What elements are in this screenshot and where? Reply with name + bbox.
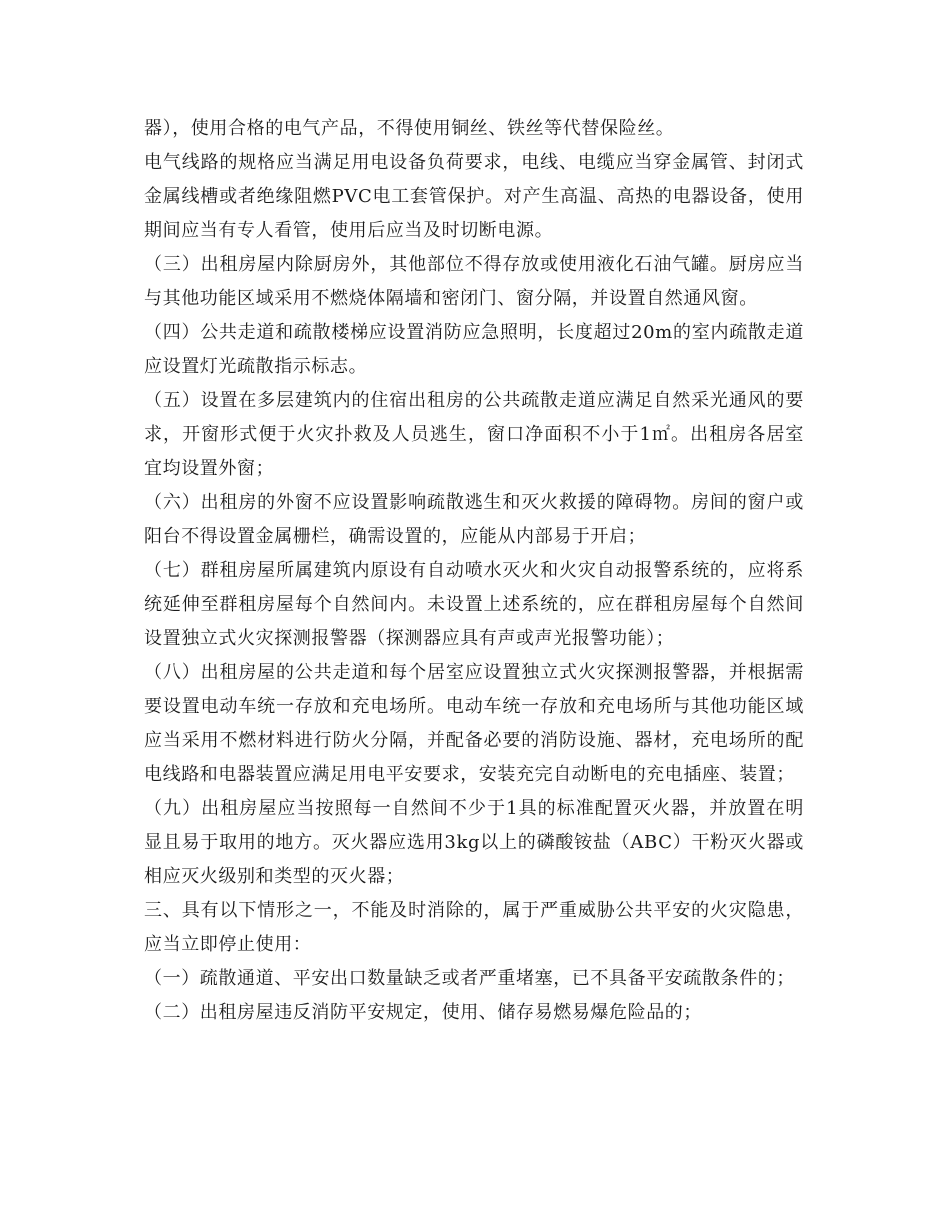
paragraph-item-5-corridor-ventilation: （五）设置在多层建筑内的住宿出租房的公共疏散走道应满足自然采光通风的要求，开窗形式便于火灾扑救及人员逃生，窗口净面积不小于1㎡。出租房各居室宜均设置外窗；	[144, 390, 804, 479]
paragraph-item-8-ebike-charging: （八）出租房屋的公共走道和每个居室应设置独立式火灾探测报警器，并根据需要设置电动车统一存放和充电场所。电动车统一存放和充电场所与其他功能区域应当采用不燃材料进行防火分隔，并配备必要的消防设施、器材，充电场所的配电线路和电器装置应满足用电平安要求，安装充完自动断电的充电插座、装置；	[144, 662, 804, 785]
paragraph-fuse-rule: 器），使用合格的电气产品，不得使用铜丝、铁丝等代替保险丝。	[144, 118, 675, 139]
paragraph-item-4-emergency-lighting: （四）公共走道和疏散楼梯应设置消防应急照明，长度超过20m的室内疏散走道应设置灯光疏散指示标志。	[144, 322, 804, 377]
document-body	[144, 112, 804, 1030]
paragraph-item-7-sprinkler-alarm: （七）群租房屋所属建筑内原设有自动喷水灭火和火灾自动报警系统的，应将系统延伸至群租房屋每个自然间内。未设置上述系统的，应在群租房屋每个自然间设置独立式火灾探测报警器（探测器应具有声或声光报警功能）；	[144, 560, 804, 649]
paragraph-item-9-extinguisher: （九）出租房屋应当按照每一自然间不少于1具的标准配置灭火器，并放置在明显且易于取用的地方。灭火器应选用3kg以上的磷酸铵盐（ABC）干粉灭火器或相应灭火级别和类型的灭火器；	[144, 798, 804, 887]
paragraph-section-3-item-2: （二）出租房屋违反消防平安规定，使用、储存易燃易爆危险品的；	[144, 1002, 702, 1023]
paragraph-item-6-window-obstacles: （六）出租房的外窗不应设置影响疏散逃生和灭火救援的障碍物。房间的窗户或阳台不得设置金属栅栏，确需设置的，应能从内部易于开启；	[144, 492, 804, 547]
paragraph-section-3-heading: 三、具有以下情形之一，不能及时消除的，属于严重威胁公共平安的火灾隐患，应当立即停止使用：	[144, 900, 804, 955]
paragraph-section-3-item-1: （一）疏散通道、平安出口数量缺乏或者严重堵塞，已不具备平安疏散条件的；	[144, 968, 795, 989]
paragraph-item-3-lpg: （三）出租房屋内除厨房外，其他部位不得存放或使用液化石油气罐。厨房应当与其他功能区域采用不燃烧体隔墙和密闭门、窗分隔，并设置自然通风窗。	[144, 254, 804, 309]
paragraph-wiring-rule: 电气线路的规格应当满足用电设备负荷要求，电线、电缆应当穿金属管、封闭式金属线槽或者绝缘阻燃PVC电工套管保护。对产生高温、高热的电器设备，使用期间应当有专人看管，使用后应当及时切断电源。	[144, 152, 804, 241]
